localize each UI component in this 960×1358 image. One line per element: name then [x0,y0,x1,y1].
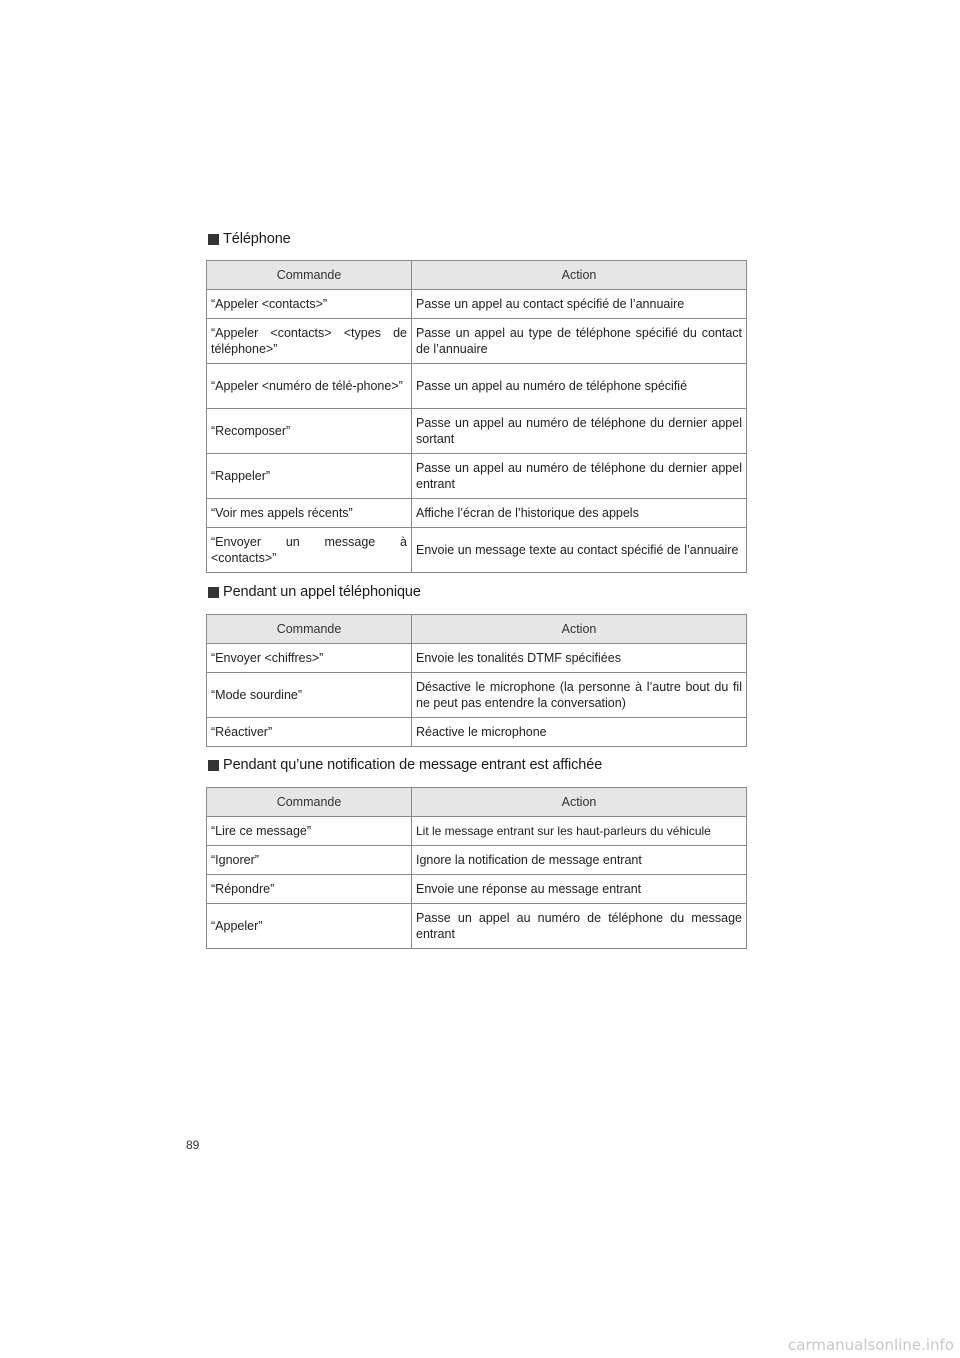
command-table-telephone [206,260,747,573]
section-title: Pendant un appel téléphonique [223,584,421,600]
action-cell: Passe un appel au numéro de téléphone du message entrant [412,904,747,949]
action-cell: Désactive le microphone (la personne à l’autre bout du fil ne peut pas entendre la conversation) [412,673,747,718]
action-cell: Envoie un message texte au contact spécifié de l’annuaire [412,528,747,573]
table-row [207,718,747,747]
section-heading-during-call [208,584,421,600]
action-cell: Passe un appel au numéro de téléphone du dernier appel sortant [412,409,747,454]
command-cell: “Appeler” [207,904,412,949]
action-cell: Réactive le microphone [412,718,747,747]
table-row [207,319,747,364]
header-command: Commande [207,261,412,290]
section-heading-telephone [208,231,291,247]
command-cell: “Appeler <contacts>” [207,290,412,319]
table-row [207,875,747,904]
command-cell: “Réactiver” [207,718,412,747]
table-header-row [207,788,747,817]
action-cell: Affiche l’écran de l’historique des appels [412,499,747,528]
command-cell: “Rappeler” [207,454,412,499]
action-cell: Passe un appel au type de téléphone spécifié du contact de l’annuaire [412,319,747,364]
table-row [207,409,747,454]
action-cell: Passe un appel au contact spécifié de l’annuaire [412,290,747,319]
square-bullet-icon [208,587,219,598]
section-title: Pendant qu’une notification de message entrant est affichée [223,757,603,773]
table-row [207,846,747,875]
table-row [207,904,747,949]
table-row [207,454,747,499]
section-heading-message-notification [208,757,602,773]
command-cell: “Mode sourdine” [207,673,412,718]
command-table-message-notification [206,787,747,949]
action-cell: Ignore la notification de message entrant [412,846,747,875]
action-cell: Passe un appel au numéro de téléphone spécifié [412,364,747,409]
table-row [207,817,747,846]
action-cell: Lit le message entrant sur les haut-parleurs du véhicule [412,817,747,846]
command-table-during-call [206,614,747,747]
command-cell: “Ignorer” [207,846,412,875]
command-cell: “Répondre” [207,875,412,904]
header-command: Commande [207,788,412,817]
table-header-row [207,261,747,290]
command-cell: “Envoyer <chiffres>” [207,644,412,673]
action-cell: Passe un appel au numéro de téléphone du dernier appel entrant [412,454,747,499]
square-bullet-icon [208,234,219,245]
table-header-row [207,615,747,644]
table-row [207,499,747,528]
table-row [207,644,747,673]
command-cell: “Appeler <numéro de télé-phone>” [207,364,412,409]
table-row [207,364,747,409]
action-cell: Envoie une réponse au message entrant [412,875,747,904]
header-command: Commande [207,615,412,644]
square-bullet-icon [208,760,219,771]
table-row [207,528,747,573]
section-title: Téléphone [223,231,291,247]
action-cell: Envoie les tonalités DTMF spécifiées [412,644,747,673]
command-cell: “Voir mes appels récents” [207,499,412,528]
header-action: Action [412,788,747,817]
command-cell: “Envoyer un message à <contacts>” [207,528,412,573]
watermark-text: carmanualsonline.info [788,1336,954,1354]
command-cell: “Recomposer” [207,409,412,454]
header-action: Action [412,261,747,290]
page-number: 89 [186,1138,200,1152]
header-action: Action [412,615,747,644]
table-row [207,673,747,718]
command-cell: “Lire ce message” [207,817,412,846]
command-cell: “Appeler <contacts> <types de téléphone>” [207,319,412,364]
table-row [207,290,747,319]
